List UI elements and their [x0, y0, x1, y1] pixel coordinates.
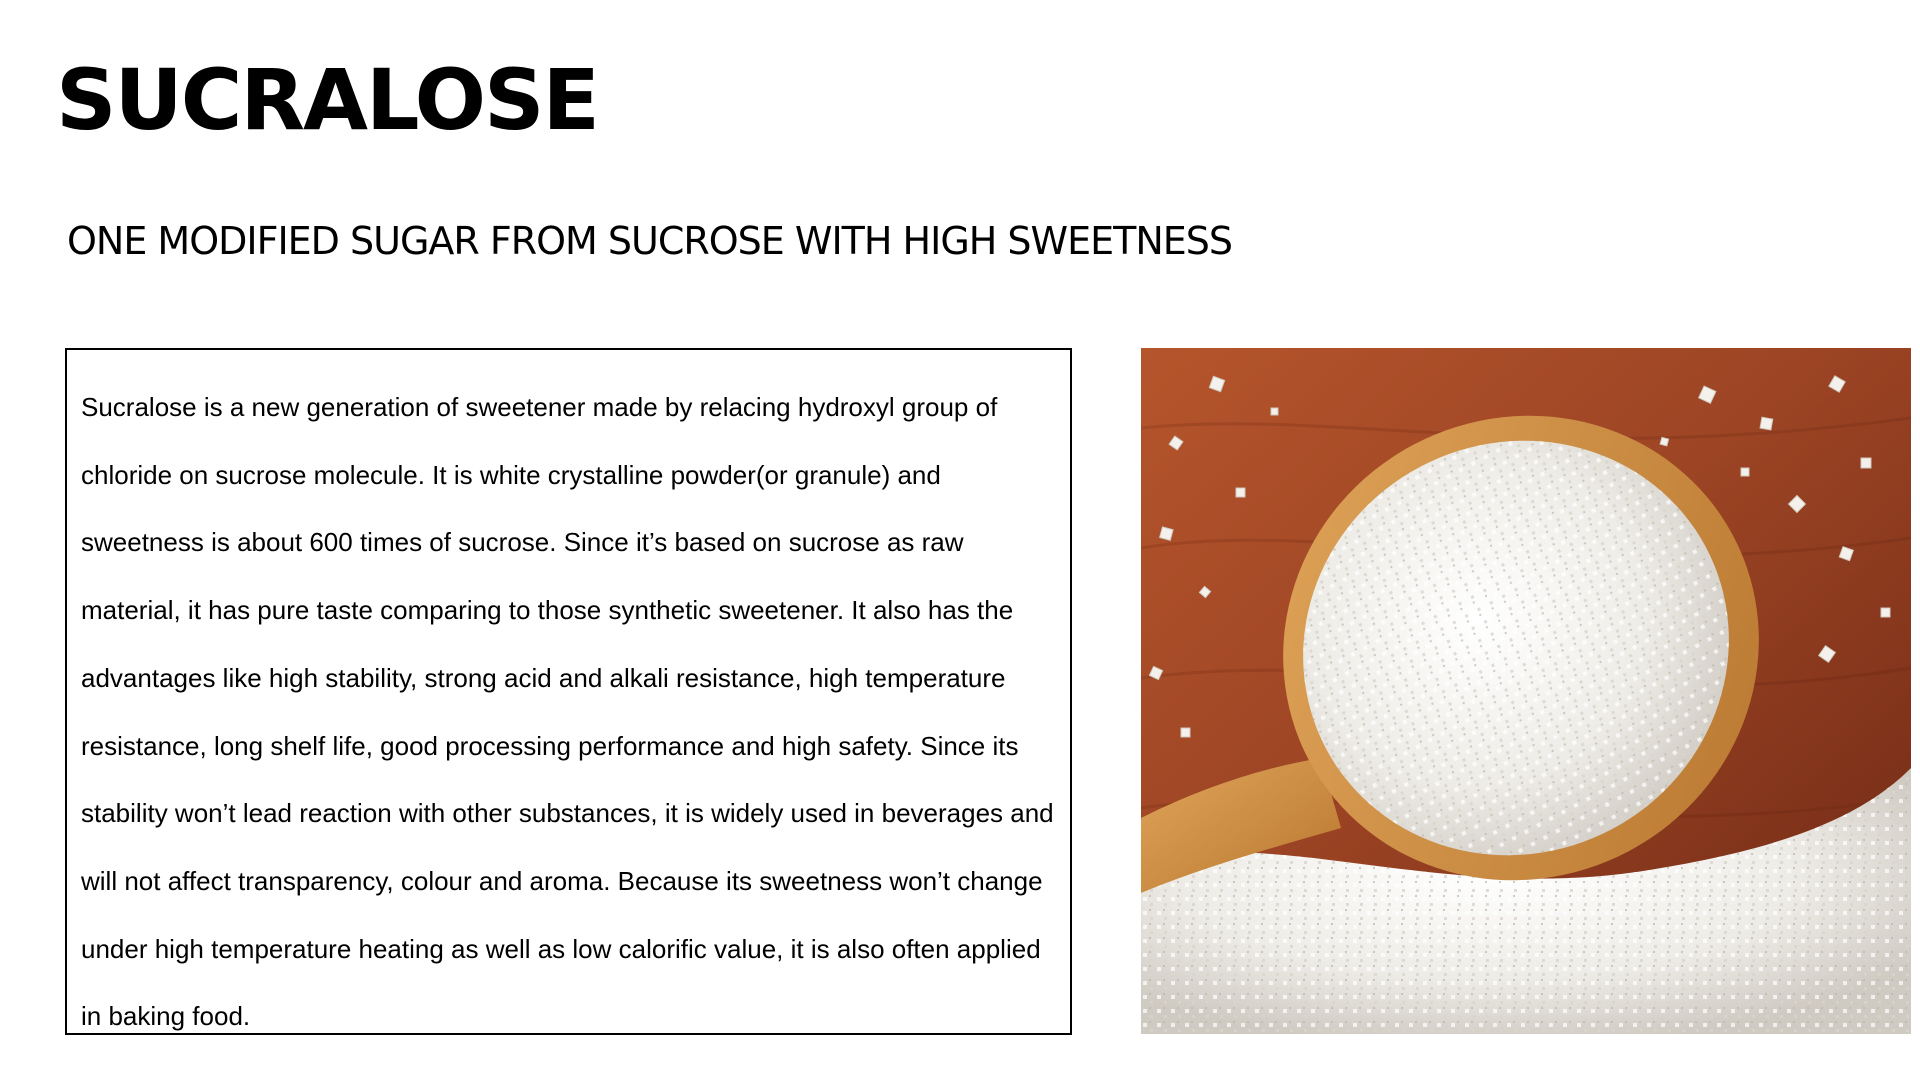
sugar-spoon-illustration	[1141, 348, 1911, 1034]
description-box	[65, 348, 1072, 1035]
slide-subtitle: ONE MODIFIED SUGAR FROM SUCROSE WITH HIGH SWEETNESS	[67, 219, 1233, 263]
slide-title: SUCRALOSE	[56, 51, 598, 149]
description-text: Sucralose is a new generation of sweetener made by relacing hydroxyl group of chloride on sucrose molecule. It is white crystalline powder(or granule) and sweetness is about 600 times of sucrose. Since it’s based on sucrose as raw material, it has pure taste comparing to those synthetic sweetener. It also has the advantages like high stability, strong acid and alkali resistance, high temperature resistance, long shelf life, good processing performance and high safety. Since its stability won’t lead reaction with other substances, it is widely used in beverages and will not affect transparency, colour and aroma. Because its sweetness won’t change under high temperature heating as well as low calorific value, it is also often applied in baking food.	[81, 392, 1054, 1032]
sugar-spoon-photo	[1141, 348, 1911, 1034]
